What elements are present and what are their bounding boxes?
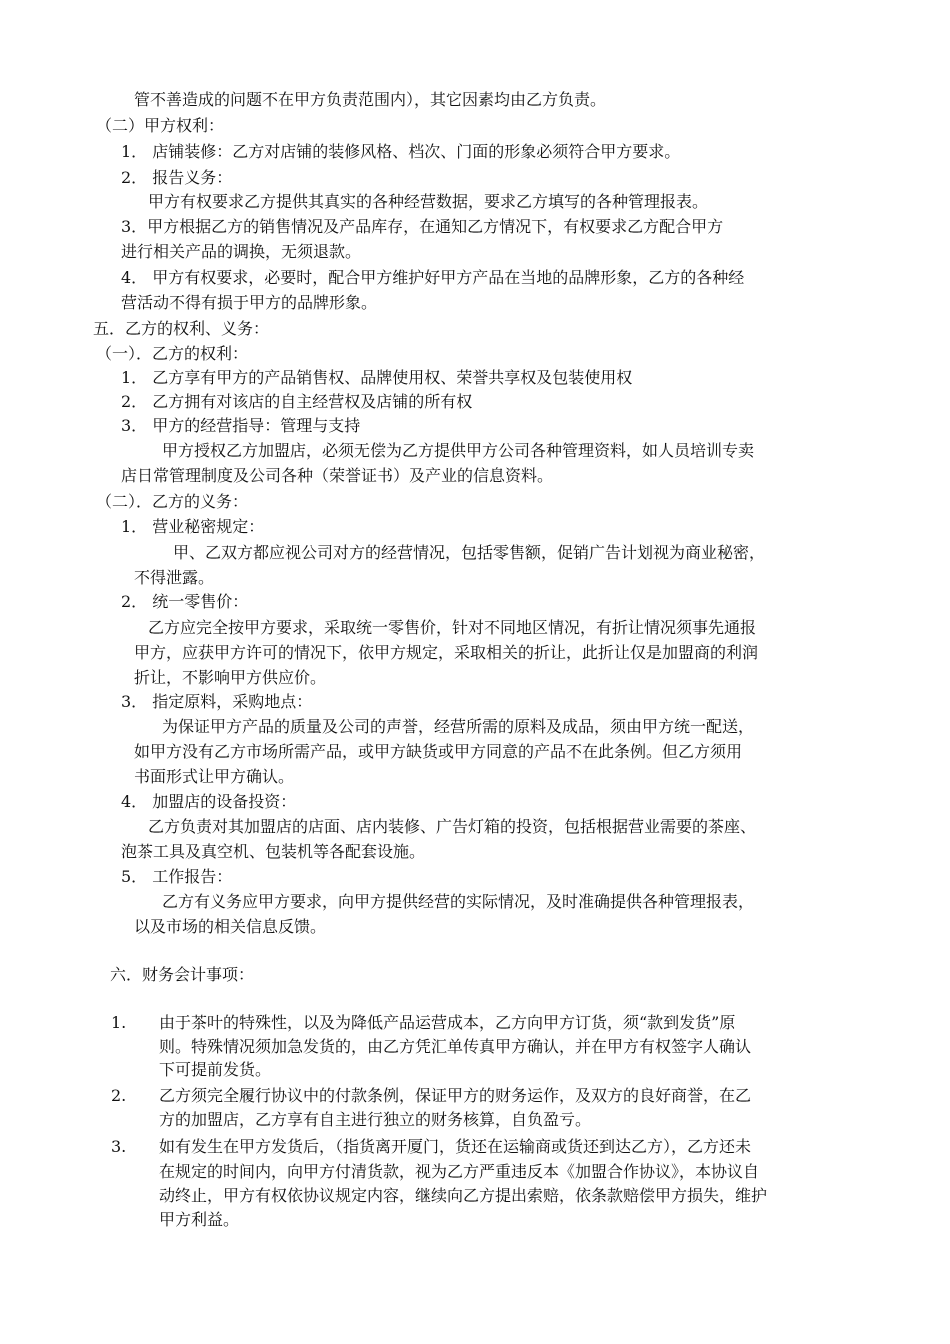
text-line: 以及市场的相关信息反馈。 [134, 917, 327, 936]
list-item: 2． 统一零售价： [121, 592, 249, 611]
text-line: 动终止，甲方有权依协议规定内容，继续向乙方提出索赔，依条款赔偿甲方损失，维护 [159, 1186, 768, 1205]
list-item: 2． 乙方拥有对该店的自主经营权及店铺的所有权 [121, 392, 473, 411]
text-line: 乙方负责对其加盟店的店面、店内装修、广告灯箱的投资，包括根据营业需要的茶座、 [148, 817, 757, 836]
section-heading: （一）．乙方的权利： [96, 344, 249, 363]
text-line: 甲、乙双方都应视公司对方的经营情况，包括零售额，促销广告计划视为商业秘密， [173, 543, 766, 562]
text-line: 不得泄露。 [134, 568, 215, 587]
text-line: 在规定的时间内，向甲方付清货款，视为乙方严重违反本《加盟合作协议》，本协议自 [159, 1162, 760, 1181]
text-line: 店日常管理制度及公司各种（荣誉证书）及产业的信息资料。 [121, 466, 554, 485]
section-heading: （二）．乙方的义务： [96, 492, 249, 511]
text-line: 进行相关产品的调换，无须退款。 [121, 242, 362, 261]
section-heading: （二）甲方权利： [96, 116, 225, 135]
text-line: 管不善造成的问题不在甲方负责范围内），其它因素均由乙方负责。 [134, 90, 607, 109]
section-heading: 六．财务会计事项： [110, 965, 255, 984]
list-item: 1． 店铺装修：乙方对店铺的装修风格、档次、门面的形象必须符合甲方要求。 [121, 142, 681, 161]
text-line: 乙方应完全按甲方要求，采取统一零售价，针对不同地区情况，有折让情况须事先通报 [148, 618, 757, 637]
list-number: 2. [111, 1086, 127, 1105]
text-line: 如有发生在甲方发货后，（指货离开厦门，货还在运输商或货还到达乙方），乙方还未 [159, 1137, 752, 1156]
text-line: 乙方须完全履行协议中的付款条例，保证甲方的财务运作，及双方的良好商誉，在乙 [159, 1086, 752, 1105]
list-item: 4． 加盟店的设备投资： [121, 792, 297, 811]
list-number: 1. [111, 1013, 127, 1032]
list-item: 1． 乙方享有甲方的产品销售权、品牌使用权、荣誉共享权及包装使用权 [121, 368, 633, 387]
list-item: 3． 指定原料，采购地点： [121, 692, 313, 711]
text-line: 营活动不得有损于甲方的品牌形象。 [121, 293, 378, 312]
list-item: 1． 营业秘密规定： [121, 517, 265, 536]
text-line: 折让，不影响甲方供应价。 [134, 668, 327, 687]
list-number: 3. [111, 1137, 127, 1156]
text-line: 甲方利益。 [159, 1210, 240, 1229]
section-heading: 五．乙方的权利、义务： [93, 319, 270, 338]
list-item: 3．甲方根据乙方的销售情况及产品库存，在通知乙方情况下，有权要求乙方配合甲方 [121, 217, 724, 236]
text-line: 为保证甲方产品的质量及公司的声誉，经营所需的原料及成品，须由甲方统一配送， [162, 717, 755, 736]
text-line: 甲方有权要求乙方提供其真实的各种经营数据，要求乙方填写的各种管理报表。 [148, 192, 709, 211]
text-line: 下可提前发货。 [159, 1060, 272, 1079]
list-item: 4． 甲方有权要求，必要时，配合甲方维护好甲方产品在当地的品牌形象，乙方的各种经 [121, 268, 745, 287]
list-item: 5． 工作报告： [121, 867, 233, 886]
text-line: 则。特殊情况须加急发货的，由乙方凭汇单传真甲方确认，并在甲方有权签字人确认 [159, 1037, 752, 1056]
text-line: 甲方授权乙方加盟店，必须无偿为乙方提供甲方公司各种管理资料，如人员培训专卖 [162, 441, 755, 460]
list-item: 2． 报告义务： [121, 168, 233, 187]
text-line: 乙方有义务应甲方要求，向甲方提供经营的实际情况，及时准确提供各种管理报表， [162, 892, 755, 911]
text-line: 泡茶工具及真空机、包装机等各配套设施。 [121, 842, 426, 861]
list-item: 3． 甲方的经营指导：管理与支持 [121, 416, 361, 435]
text-line: 如甲方没有乙方市场所需产品，或甲方缺货或甲方同意的产品不在此条例。但乙方须用 [134, 742, 743, 761]
text-line: 方的加盟店，乙方享有自主进行独立的财务核算，自负盈亏。 [159, 1110, 592, 1129]
text-line: 甲方，应获甲方许可的情况下，依甲方规定，采取相关的折让，此折让仅是加盟商的利润 [134, 643, 759, 662]
text-line: 由于茶叶的特殊性，以及为降低产品运营成本，乙方向甲方订货，须“款到发货”原 [159, 1013, 736, 1032]
text-line: 书面形式让甲方确认。 [134, 767, 295, 786]
